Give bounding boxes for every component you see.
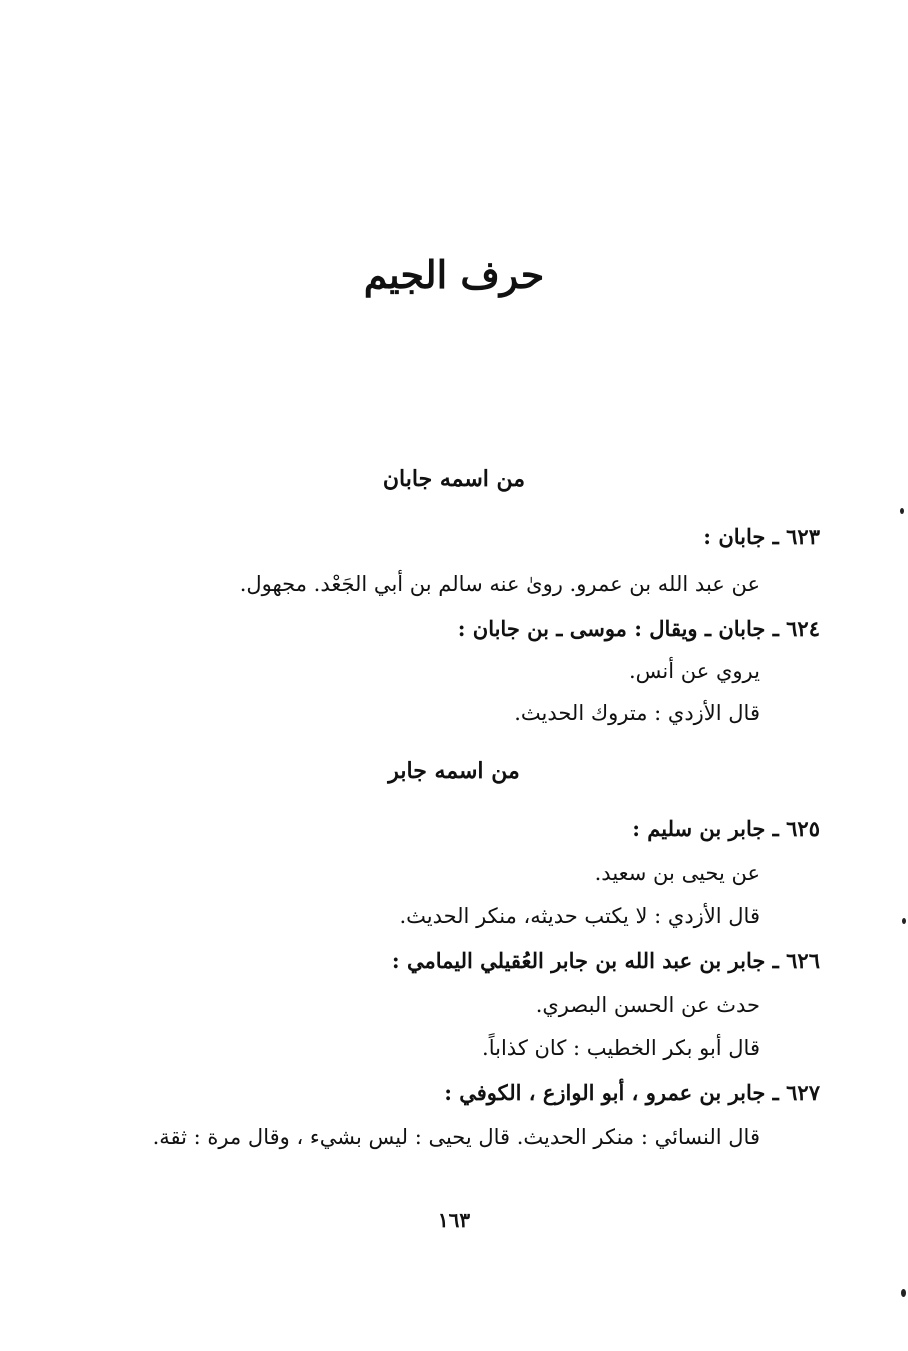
entry-text: حدث عن الحسن البصري. [535,993,760,1017]
entry-heading: ٦٢٦ ـ جابر بن عبد الله بن جابر العُقيلي اليمامي : [391,948,820,973]
scan-speck [900,508,904,514]
page-number: ١٦٣ [437,1208,471,1232]
entry-text: يروي عن أنس. [628,659,760,683]
entry-text: عن عبد الله بن عمرو. روىٰ عنه سالم بن أبي الجَعْد. مجهول. [239,572,760,596]
chapter-title: حرف الجيم [363,252,545,297]
entry-text: عن يحيى بن سعيد. [594,861,760,885]
entry-text: قال النسائي : منكر الحديث. قال يحيى : ليس بشيء ، وقال مرة : ثقة. [152,1125,760,1149]
entry-text: قال الأزدي : متروك الحديث. [514,701,760,725]
entry-heading: ٦٢٣ ـ جابان : [703,524,820,549]
section-heading: من اسمه جابر [388,758,520,784]
entry-text: قال الأزدي : لا يكتب حديثه، منكر الحديث. [399,904,760,928]
scan-speck [901,1289,906,1297]
entry-heading: ٦٢٥ ـ جابر بن سليم : [632,816,820,841]
section-heading: من اسمه جابان [382,466,526,492]
entry-heading: ٦٢٧ ـ جابر بن عمرو ، أبو الوازع ، الكوفي : [444,1080,820,1105]
scan-speck [902,918,906,924]
entry-heading: ٦٢٤ ـ جابان ـ ويقال : موسى ـ بن جابان : [457,616,820,641]
entry-text: قال أبو بكر الخطيب : كان كذاباً. [482,1036,760,1060]
